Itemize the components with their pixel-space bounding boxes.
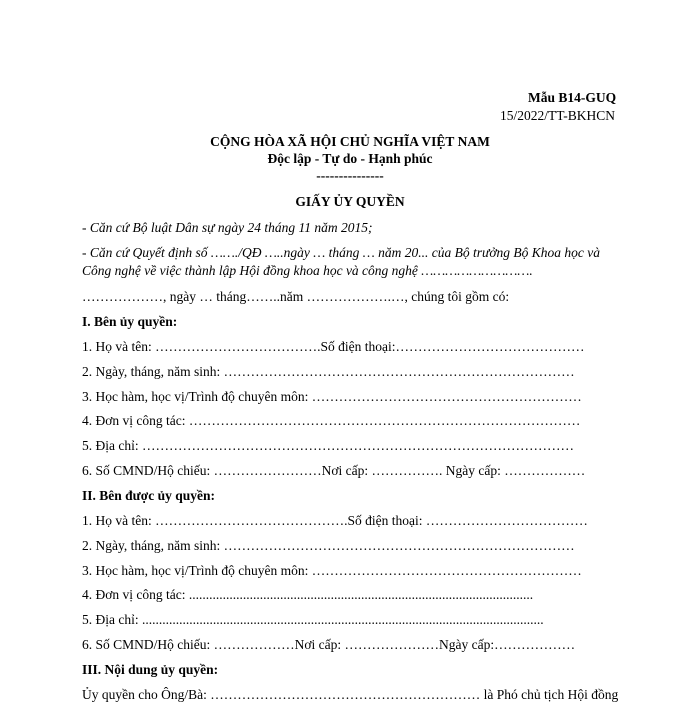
section-3-line-1: Ủy quyền cho Ông/Bà: …………………………………………………… là Phó chủ tịch Hội đồng [82, 687, 619, 702]
document-title: GIẤY ỦY QUYỀN [295, 194, 405, 209]
national-title: CỘNG HÒA XÃ HỘI CHỦ NGHĨA VIỆT NAM [210, 134, 490, 149]
date-line: ………………, ngày … tháng……..năm ……………….…, chúng tôi gồm có: [82, 289, 510, 304]
form-code: Mẫu B14-GUQ [528, 90, 617, 105]
circular-number: 15/2022/TT-BKHCN [500, 108, 616, 123]
section-2-field-workplace: 4. Đơn vị công tác: ...................................................................................................... [82, 587, 534, 602]
section-2-field-id: 6. Số CMND/Hộ chiếu: ………………Nơi cấp: …………………Ngày cấp:……………… [82, 637, 576, 652]
section-2-field-name: 1. Họ và tên: …………………………………….Số điện thoại: ……………………………… [82, 513, 588, 528]
section-3-heading: III. Nội dung ủy quyền: [82, 662, 219, 677]
section-1-field-qualification: 3. Học hàm, học vị/Trình độ chuyên môn: …………………………………………………… [82, 389, 582, 404]
section-2-field-birthdate: 2. Ngày, tháng, năm sinh: …………………………………………………………………… [82, 538, 575, 553]
section-2-heading: II. Bên được ủy quyền: [82, 488, 215, 503]
basis-line-2: - Căn cứ Quyết định số ……./QĐ …..ngày … tháng … năm 20... của Bộ trưởng Bộ Khoa học và [82, 245, 601, 260]
motto-separator: --------------- [316, 168, 384, 183]
section-1-field-birthdate: 2. Ngày, tháng, năm sinh: …………………………………………………………………… [82, 364, 575, 379]
basis-line-3: Công nghệ về việc thành lập Hội đồng khoa học và công nghệ ………………………. [82, 263, 533, 278]
section-1-field-workplace: 4. Đơn vị công tác: …………………………………………………………………………… [82, 413, 581, 428]
basis-line-1: - Căn cứ Bộ luật Dân sự ngày 24 tháng 11 năm 2015; [82, 220, 373, 235]
section-1-field-id: 6. Số CMND/Hộ chiếu: ……………………Nơi cấp: ……………. Ngày cấp: ……………… [82, 463, 586, 478]
section-1-heading: I. Bên ủy quyền: [82, 314, 178, 329]
section-1-field-name: 1. Họ và tên: ……………………………….Số điện thoại:…………………………………… [82, 339, 585, 354]
section-1-field-address: 5. Địa chỉ: …………………………………………………………………………………… [82, 438, 574, 453]
national-motto: Độc lập - Tự do - Hạnh phúc [267, 151, 433, 166]
section-2-field-address: 5. Địa chỉ: ....................................................................................................................... [82, 612, 544, 627]
section-2-field-qualification: 3. Học hàm, học vị/Trình độ chuyên môn: …………………………………………………… [82, 563, 582, 578]
